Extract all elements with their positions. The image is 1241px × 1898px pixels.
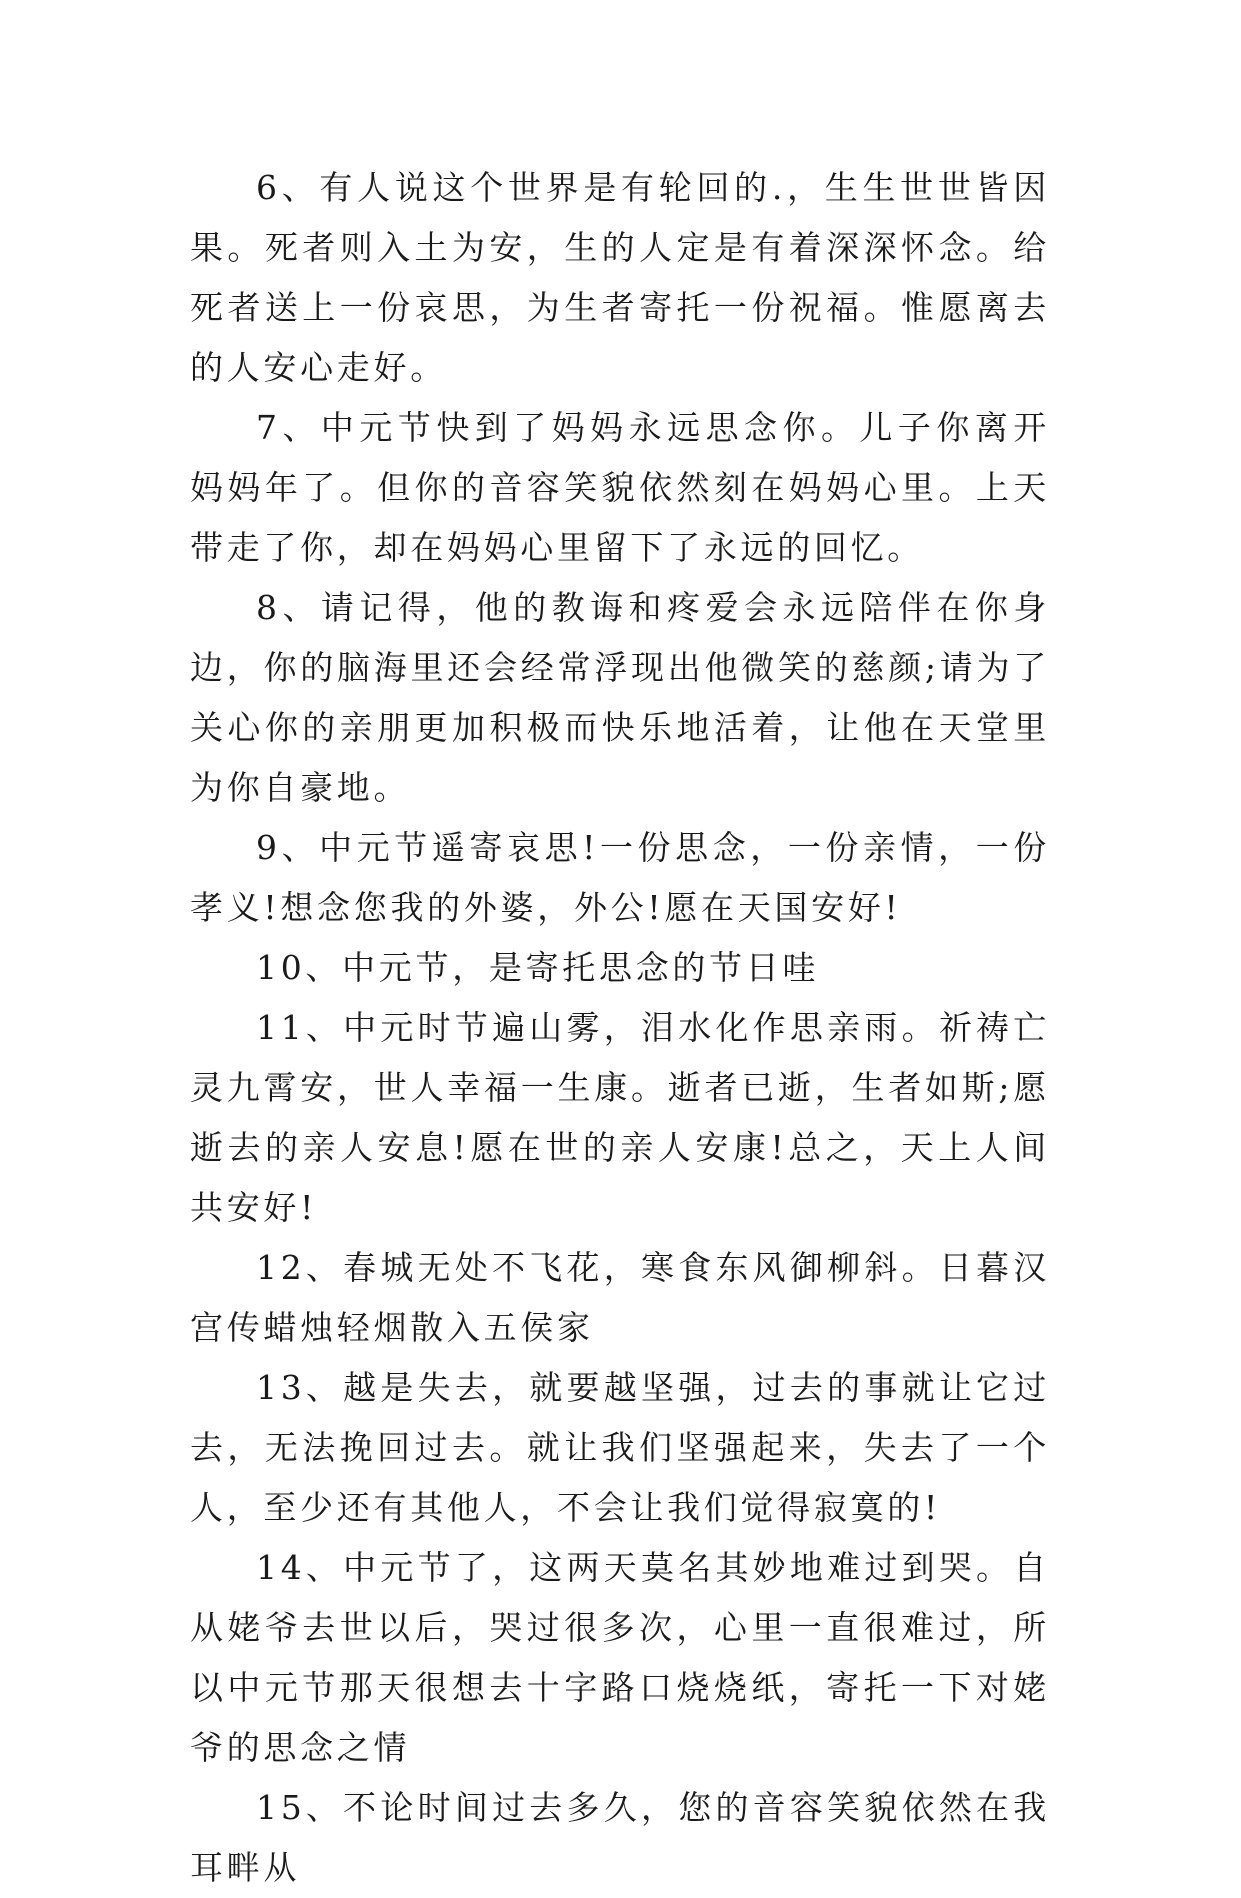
paragraph-9: 9、中元节遥寄哀思!一份思念，一份亲情，一份孝义!想念您我的外婆，外公!愿在天国安好! [190,828,1050,927]
paragraph-8: 8、请记得，他的教诲和疼爱会永远陪伴在你身边，你的脑海里还会经常浮现出他微笑的慈颜;请为了关心你的亲朋更加积极而快乐地活着，让他在天堂里为你自豪地。 [190,588,1050,807]
paragraph-15: 15、不论时间过去多久，您的音容笑貌依然在我耳畔从 [190,1788,1050,1887]
paragraph-12: 12、春城无处不飞花，寒食东风御柳斜。日暮汉宫传蜡烛轻烟散入五侯家 [190,1248,1050,1347]
paragraph-11: 11、中元时节遍山雾，泪水化作思亲雨。祈祷亡灵九霄安，世人幸福一生康。逝者已逝，生者如斯;愿逝去的亲人安息!愿在世的亲人安康!总之，天上人间共安好! [190,1008,1050,1227]
paragraph-10: 10、中元节，是寄托思念的节日哇 [256,948,820,987]
paragraph-14: 14、中元节了，这两天莫名其妙地难过到哭。自从姥爷去世以后，哭过很多次，心里一直很难过，所以中元节那天很想去十字路口烧烧纸，寄托一下对姥爷的思念之情 [190,1548,1050,1767]
paragraph-6: 6、有人说这个世界是有轮回的.，生生世世皆因果。死者则入土为安，生的人定是有着深深怀念。给死者送上一份哀思，为生者寄托一份祝福。惟愿离去的人安心走好。 [190,168,1050,387]
paragraph-13: 13、越是失去，就要越坚强，过去的事就让它过去，无法挽回过去。就让我们坚强起来，失去了一个人，至少还有其他人，不会让我们觉得寂寞的! [190,1368,1050,1527]
document-body [190,158,1050,1898]
paragraph-7: 7、中元节快到了妈妈永远思念你。儿子你离开妈妈年了。但你的音容笑貌依然刻在妈妈心里。上天带走了你，却在妈妈心里留下了永远的回忆。 [190,408,1050,567]
